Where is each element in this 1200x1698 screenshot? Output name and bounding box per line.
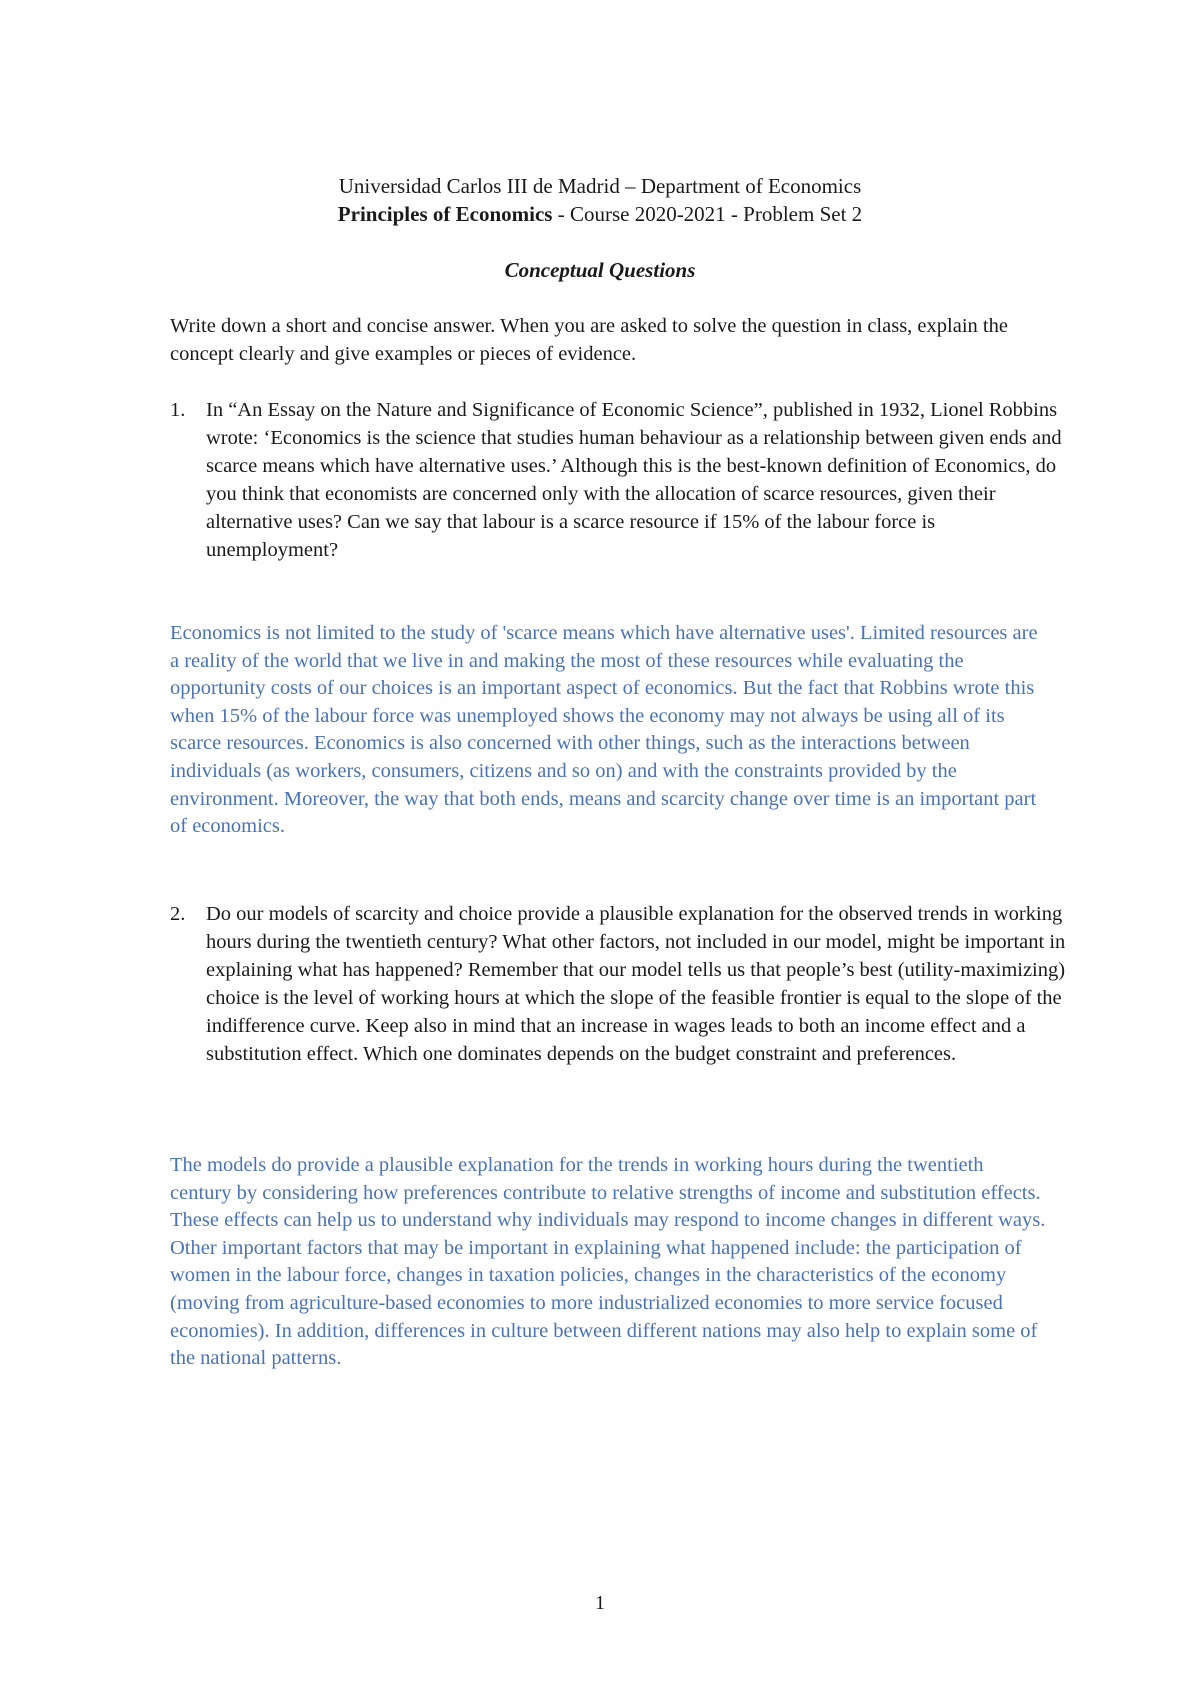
question-text: Do our models of scarcity and choice provide a plausible explanation for the observed trends in working hours during the twentieth century? What other factors, not included in our model, might be important in explaining what has happened? Remember that our model tells us that people’s best (utility-maximizing) choice is the level of working hours at which the slope of the feasible frontier is equal to the slope of the indifference curve. Keep also in mind that an increase in wages leads to both an income effect and a substitution effect. Which one dominates depends on the budget constraint and preferences. <box>206 903 1066 1065</box>
question-number: 2. <box>170 903 186 925</box>
course-header <box>0 200 1200 228</box>
question-number: 1. <box>170 399 186 421</box>
course-name: Principles of Economics <box>337 202 553 226</box>
course-details: - Course 2020-2021 - Problem Set 2 <box>552 202 863 226</box>
section-title: Conceptual Questions <box>504 258 696 282</box>
institution-header: Universidad Carlos III de Madrid – Department of Economics <box>338 174 862 198</box>
page-number: 1 <box>595 1592 605 1614</box>
answer-1: Economics is not limited to the study of 'scarce means which have alternative uses'. Limited resources are a reality of the world that we live in and making the most of these resources while evaluating the opportunity costs of our choices is an important aspect of economics. But the fact that Robbins wrote this when 15% of the labour force was unemployed shows the economy may not always be using all of its scarce resources. Economics is also concerned with other things, such as the interactions between individuals (as workers, consumers, citizens and so on) and with the constraints provided by the environment. Moreover, the way that both ends, means and scarcity change over time is an important part of economics. <box>170 622 1038 838</box>
answer-2: The models do provide a plausible explanation for the trends in working hours during the twentieth century by considering how preferences contribute to relative strengths of income and substitution effects. These effects can help us to understand why individuals may respond to income changes in different ways. Other important factors that may be important in explaining what happened include: the participation of women in the labour force, changes in taxation policies, changes in the characteristics of the economy (moving from agriculture-based economies to more industrialized economies to more service focused economies). In addition, differences in culture between different nations may also help to explain some of the national patterns. <box>170 1154 1046 1370</box>
question-text: In “An Essay on the Nature and Significance of Economic Science”, published in 1932, Lionel Robbins wrote: ‘Economics is the science that studies human behaviour as a relationship between given ends and scarce means which have alternative uses.’ Although this is the best-known definition of Economics, do you think that economists are concerned only with the allocation of scarce resources, given their alternative uses? Can we say that labour is a scarce resource if 15% of the labour force is unemployment? <box>206 399 1062 561</box>
instructions-paragraph: Write down a short and concise answer. When you are asked to solve the question in class, explain the concept clearly and give examples or pieces of evidence. <box>170 315 1008 365</box>
